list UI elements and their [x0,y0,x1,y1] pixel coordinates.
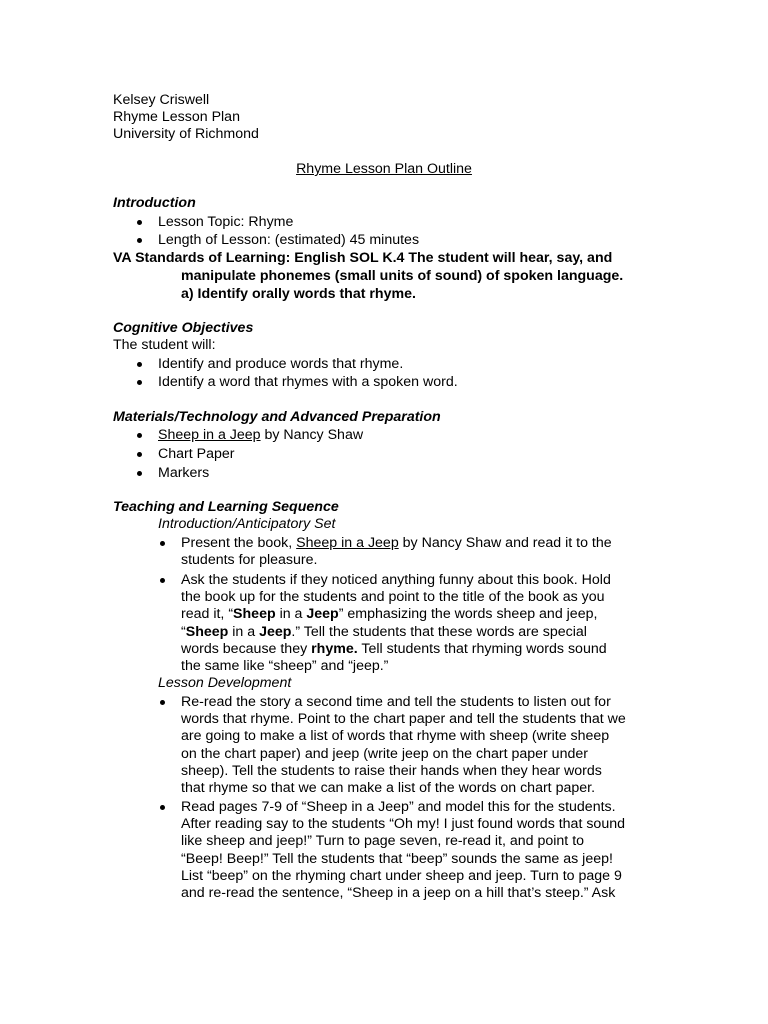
paragraph-ask-line [181,606,597,623]
bullet-icon [160,805,165,810]
cognitive-item: Identify a word that rhymes with a spoken word. [158,374,458,390]
text-run: Tell students that rhyming words sound [357,641,607,657]
materials-item-book [158,427,363,444]
bullet-icon [137,471,142,476]
paragraph-read-pages-line: List “beep” on the rhyming chart under sheep and jeep. Turn to page 9 [181,868,622,884]
paragraph-present-line [181,552,317,569]
paragraph-ask-line [181,641,607,658]
paragraph-read-pages-line: Read pages 7-9 of “Sheep in a Jeep” and model this for the students. [181,799,616,815]
paragraph-read-pages-line: “Beep! Beep!” Tell the students that “beep” sounds the same as jeep! [181,851,613,867]
paragraph-read-pages-line: and re-read the sentence, “Sheep in a jeep on a hill that’s steep.” Ask [181,885,616,901]
paragraph-ask-line: the book up for the students and point to the title of the book as you [181,589,605,605]
materials-item: Markers [158,465,210,481]
text-run: in a [228,624,260,640]
emphasis-text: Jeep [306,606,339,622]
plan-name: Rhyme Lesson Plan [113,109,240,125]
paragraph-reread-line: on the chart paper) and jeep (write jeep on the chart paper under [181,746,588,762]
emphasis-text: Sheep [185,624,229,640]
text-run: Present the book, [181,535,297,551]
text-run: in a [275,606,307,622]
bullet-icon [137,452,142,457]
document-title: Rhyme Lesson Plan Outline [296,161,472,177]
materials-item: Chart Paper [158,446,235,462]
paragraph-ask-line: Ask the students if they noticed anything funny about this book. Hold [181,572,611,588]
bullet-icon [160,541,165,546]
paragraph-reread-line: that rhyme so that we can make a list of the words on chart paper. [181,780,596,796]
text-run: “ [181,624,186,640]
paragraph-reread-line: are going to make a list of words that rhyme with sheep (write sheep [181,728,610,744]
materials-heading: Materials/Technology and Advanced Preparation [113,409,441,425]
text-run: words because they [181,641,312,657]
book-title: Sheep in a Jeep [296,535,399,551]
paragraph-reread-line: sheep). Tell the students to raise their hands when they hear words [181,763,602,779]
text-run: .” Tell the students that these words are special [291,624,587,640]
paragraph-read-pages-line: After reading say to the students “Oh my! I just found words that sound [181,816,625,832]
bullet-icon [137,433,142,438]
paragraph-reread-line: words that rhyme. Point to the chart paper and tell the students that we [181,711,626,727]
standards-line-1: VA Standards of Learning: English SOL K.4 The student will hear, say, and [113,250,613,266]
intro-item-topic: Lesson Topic: Rhyme [158,214,294,230]
paragraph-ask-line [181,624,587,641]
standards-line-3: a) Identify orally words that rhyme. [181,286,416,302]
text-run: by Nancy Shaw and read it to the [398,535,612,551]
bullet-icon [160,578,165,583]
emphasis-text: Sheep [233,606,276,622]
book-title: Sheep in a Jeep [158,427,261,443]
bullet-icon [160,700,165,705]
book-author: by Nancy Shaw [260,427,364,443]
paragraph-read-pages-line: like sheep and jeep!” Turn to page seven, re-read it, and point to [181,833,585,849]
cognitive-item: Identify and produce words that rhyme. [158,356,404,372]
emphasis-text: Jeep [259,624,292,640]
standards-line-2: manipulate phonemes (small units of sound) of spoken language. [181,268,624,284]
paragraph-reread-line: Re-read the story a second time and tell the students to listen out for [181,694,611,710]
bullet-icon [137,380,142,385]
subheading-anticipatory-set: Introduction/Anticipatory Set [158,516,336,532]
text-run: read it, “ [181,606,234,622]
introduction-heading: Introduction [113,195,196,211]
institution: University of Richmond [113,126,259,142]
emphasis-text: rhyme. [311,641,358,657]
teaching-heading: Teaching and Learning Sequence [113,499,339,515]
bullet-icon [137,238,142,243]
cognitive-lead: The student will: [113,337,216,353]
intro-item-length: Length of Lesson: (estimated) 45 minutes [158,232,420,248]
cognitive-heading: Cognitive Objectives [113,320,254,336]
subheading-lesson-development: Lesson Development [158,675,292,691]
text-run: ” emphasizing the words sheep and jeep, [338,606,598,622]
paragraph-ask-line: the same like “sheep” and “jeep.” [181,658,389,674]
paragraph-present-line [181,535,612,552]
text-run: students for pleasure. [181,552,318,568]
author-name: Kelsey Criswell [113,92,210,108]
bullet-icon [137,220,142,225]
bullet-icon [137,362,142,367]
